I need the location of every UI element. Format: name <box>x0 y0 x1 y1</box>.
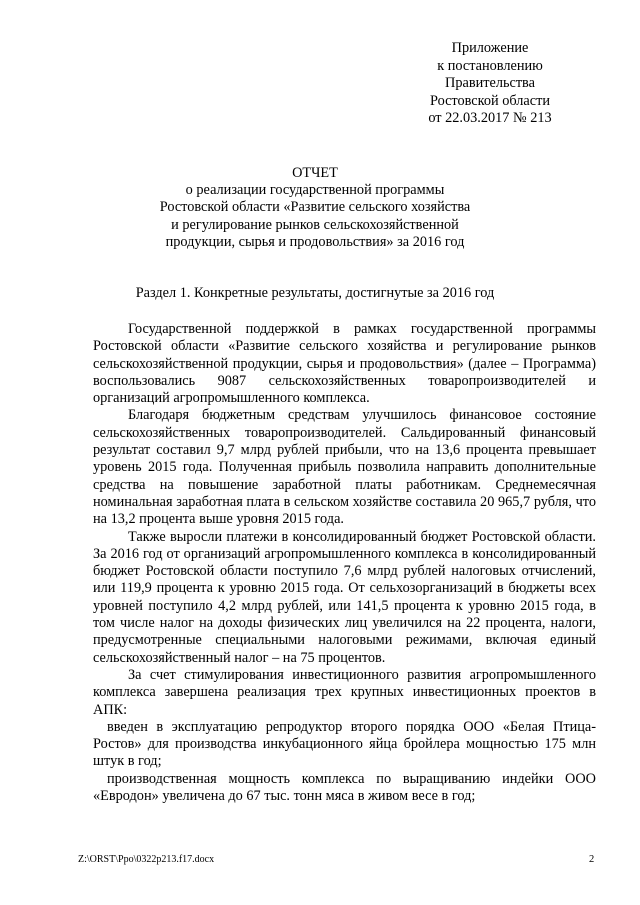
report-subtitle-line: и регулирование рынков сельскохозяйственной <box>171 216 459 233</box>
footer-page-number: 2 <box>589 854 595 865</box>
appendix-header <box>400 40 580 128</box>
paragraph-budget-payments: Также выросли платежи в консолидированный бюджет Ростовской области. За 2016 год от организаций агропромышленного комплекса в консолидированный бюджет Ростовской области поступило 7,6 млрд рублей налоговых отчислений, или 119,9 процента к уровню 2015 года. От сельхозорганизаций в бюджеты всех уровней поступило 4,2 млрд рублей, или 141,5 процента к уровню 2015 года, в том числе налог на доходы физических лиц увеличился на 22 процента, налоги, предусмотренные специальными налоговыми режимами, включая единый сельскохозяйственный налог – на 75 процентов. <box>93 528 596 666</box>
footer-file-path: Z:\ORST\Ppo\0322p213.f17.docx <box>78 854 215 865</box>
report-title-block <box>120 165 510 251</box>
section-heading: Раздел 1. Конкретные результаты, достигнутые за 2016 год <box>135 285 495 301</box>
paragraph-financial-state: Благодаря бюджетным средствам улучшилось финансовое состояние сельскохозяйственных товаропроизводителей. Сальдированный финансовый результат составил 9,7 млрд рублей прибыли, что на 13,6 процента превышает уровень 2015 года. Полученная прибыль позволила направить дополнительные средства на повышение заработной платы работникам. Среднемесячная номинальная заработная плата в сельском хозяйстве составила 20 965,7 рубля, что на 13,2 процента выше уровня 2015 года. <box>93 407 596 528</box>
appendix-line: Приложение <box>451 40 529 56</box>
appendix-line: от 22.03.2017 № 213 <box>428 110 552 127</box>
appendix-line: Правительства <box>445 75 535 92</box>
report-subtitle-line: о реализации государственной программы <box>185 182 445 199</box>
appendix-line: Ростовской области <box>429 92 551 109</box>
report-subtitle-line: продукции, сырья и продовольствия» за 2016 год <box>165 233 465 250</box>
report-body <box>93 321 596 805</box>
paragraph-state-support: Государственной поддержкой в рамках государственной программы Ростовской области «Развитие сельского хозяйства и регулирование рынков сельскохозяйственной продукции, сырья и продовольствия» (далее – Программа) воспользовались 9087 сельскохозяйственных товаропроизводителей и организаций агропромышленного комплекса. <box>93 321 596 407</box>
paragraph-project-item: производственная мощность комплекса по выращиванию индейки ООО «Евродон» увеличена до 67 тыс. тонн мяса в живом весе в год; <box>93 770 596 805</box>
appendix-line: к постановлению <box>437 57 543 74</box>
report-subtitle-line: Ростовской области «Развитие сельского хозяйства <box>159 199 471 216</box>
paragraph-investment-projects: За счет стимулирования инвестиционного развития агропромышленного комплекса завершена реализация трех крупных инвестиционных проектов в АПК: <box>93 666 596 718</box>
report-title: ОТЧЕТ <box>292 165 338 181</box>
paragraph-project-item: введен в эксплуатацию репродуктор второго порядка ООО «Белая Птица-Ростов» для производства инкубационного яйца бройлера мощностью 175 млн штук в год; <box>93 718 596 770</box>
